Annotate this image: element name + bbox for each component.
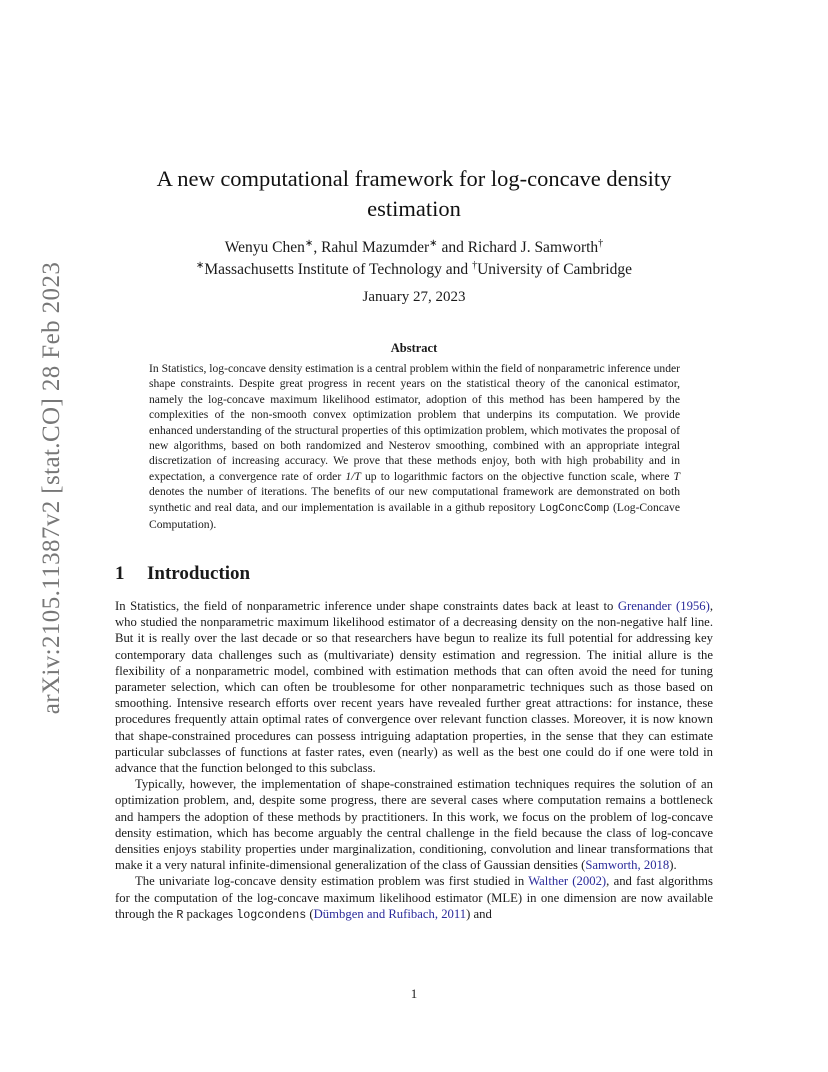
affiliation: University of Cambridge xyxy=(477,261,633,278)
language-name: R xyxy=(176,907,184,922)
author-name: Richard J. Samworth xyxy=(467,239,599,256)
citation-link[interactable]: Grenander (1956) xyxy=(617,599,710,613)
paragraph: The univariate log-concave density estimation problem was first studied in Walther (2002), and fast algorithms for the computation of the log-concave maximum likelihood estimator (MLE) in one dimension are now available through the R packages logcondens (Dümbgen and Rufibach, 2011) and xyxy=(115,874,713,922)
affiliation-line: ∗Massachusetts Institute of Technology and †University of Cambridge xyxy=(195,259,633,278)
page-number: 1 xyxy=(410,986,418,1001)
paragraph: Typically, however, the implementation of shape-constrained estimation techniques requires the solution of an optimization problem, and, despite some progress, there are several cases where computation remains a bottleneck and hampers the adoption of these methods by practitioners. In this work, we focus on the problem of log-concave density estimation, which has become arguably the central challenge in the field because the class of log-concave densities enjoys stability properties under marginalization, conditioning, convolution and linear transformations that make it a very natural infinite-dimensional generalization of the class of Gaussian densities (Samworth, 2018). xyxy=(115,777,713,873)
arxiv-identifier: arXiv:2105.11387v2 [stat.CO] 28 Feb 2023 xyxy=(38,261,65,715)
paragraph: In Statistics, the field of nonparametric inference under shape constraints dates back at least to Grenander (1956), who studied the nonparametric maximum likelihood estimator of a decreasing density on the non-negative half line. But it is really over the last decade or so that researchers have begun to realize its full potential for addressing key contemporary data challenges such as (multivariate) density estimation and regression. The initial allure is the flexibility of a nonparametric model, combined with estimation methods that can often avoid the need for tuning parameter selection, which can often be troublesome for other nonparametric techniques such as those based on smoothing. Intensive research efforts over recent years have revealed further great attractions: for instance, these procedures frequently attain optimal rates of convergence over relevant function classes. Moreover, it is now known that shape-constrained procedures can possess intriguing adaptation properties, in the sense that they can estimate particular subclasses of functions at faster rates, even (nearly) as well as the best one could do if one were told in advance that the function belonged to this subclass. xyxy=(115,599,713,776)
body-text xyxy=(115,598,713,923)
math-T: T xyxy=(673,469,680,483)
abstract-text: In Statistics, log-concave density estimation is a central problem within the field of nonparametric inference under shape constraints. Despite great progress in recent years on the statistical theory of the canonical estimator, namely the log-concave maximum likelihood estimator, adoption of this method has been hampered by the complexities of the non-smooth convex optimization problem that underpins its computation. We provide enhanced understanding of the structural properties of this optimization problem, which motivates the proposal of new algorithms, based on both randomized and Nesterov smoothing, combined with an appropriate integral discretization of increasing accuracy. We prove that these methods enjoy, both with high probability and in expectation, a convergence rate of order 1/T up to logarithmic factors on the objective function scale, where T denotes the number of iterations. The benefits of our new computational framework are demonstrated on both synthetic and real data, and our implementation is available in a github repository LogConcComp (Log-Concave Computation). xyxy=(149,362,680,532)
citation-link[interactable]: Walther (2002) xyxy=(528,874,607,889)
publication-date: January 27, 2023 xyxy=(362,289,466,305)
package-name: logcondens xyxy=(236,907,307,922)
author-name: Wenyu Chen xyxy=(224,239,305,256)
abstract-heading: Abstract xyxy=(390,341,438,355)
citation-link[interactable]: Dümbgen and Rufibach, 2011 xyxy=(313,906,467,921)
author-line: Wenyu Chen∗, Rahul Mazumder∗ and Richard J. Samworth† xyxy=(224,237,604,256)
section-heading xyxy=(115,563,250,585)
section-title: Introduction xyxy=(147,563,251,584)
affiliation: Massachusetts Institute of Technology xyxy=(204,261,442,278)
citation-link[interactable]: Samworth, 2018 xyxy=(585,858,670,873)
section-number: 1 xyxy=(115,563,125,584)
math-rate: 1/T xyxy=(345,469,361,483)
repository-name: LogConcComp xyxy=(539,502,610,515)
author-block xyxy=(140,237,688,281)
paper-title: A new computational framework for log-concave density estimation xyxy=(156,166,672,221)
author-name: Rahul Mazumder xyxy=(321,239,430,256)
